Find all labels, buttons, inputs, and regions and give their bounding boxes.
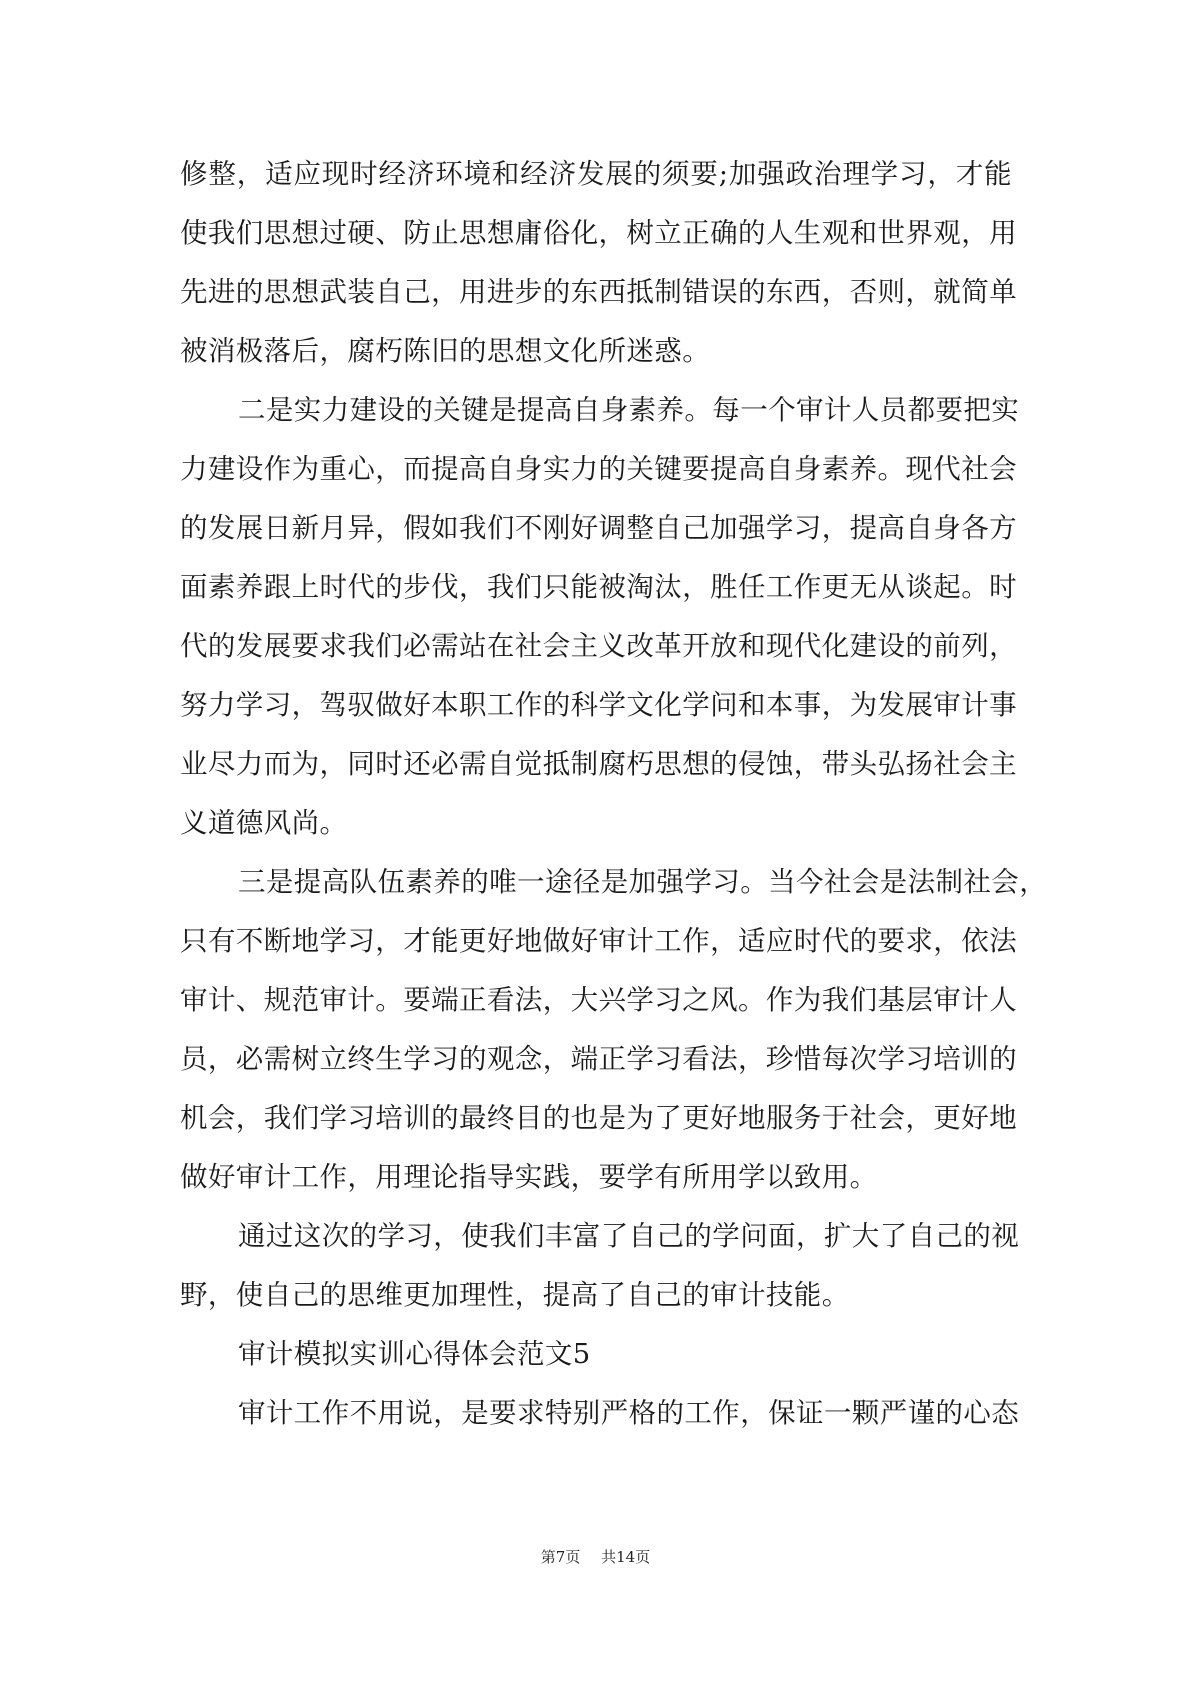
text-line: 三是提高队伍素养的唯一途径是加强学习。当今社会是法制社会， [238, 866, 1048, 898]
text-line: 代的发展要求我们必需站在社会主义改革开放和现代化建设的前列， [180, 630, 1017, 662]
page-footer [0, 1546, 1191, 1567]
text-line: 只有不断地学习，才能更好地做好审计工作，适应时代的要求，依法 [180, 925, 1017, 957]
text-line: 二是实力建设的关键是提高自身素养。每一个审计人员都要把实 [238, 394, 1020, 426]
text-line: 修整，适应现时经济环境和经济发展的须要;加强政治理学习，才能 [180, 158, 1012, 190]
text-line: 通过这次的学习，使我们丰富了自己的学问面，扩大了自己的视 [238, 1220, 1020, 1252]
text-line: 努力学习，驾驭做好本职工作的科学文化学问和本事，为发展审计事 [180, 689, 1017, 721]
document-body [180, 145, 1048, 1443]
text-line: 义道德风尚。 [180, 807, 348, 839]
text-line: 被消极落后，腐朽陈旧的思想文化所迷惑。 [180, 335, 711, 367]
text-line: 做好审计工作，用理论指导实践，要学有所用学以致用。 [180, 1161, 878, 1193]
text-line: 员，必需树立终生学习的观念，端正学习看法，珍惜每次学习培训的 [180, 1043, 1017, 1075]
text-line: 使我们思想过硬、防止思想庸俗化，树立正确的人生观和世界观，用 [180, 217, 1017, 249]
page-total: 共14页 [601, 1548, 651, 1566]
text-line: 先进的思想武装自己，用进步的东西抵制错误的东西，否则，就简单 [180, 276, 1017, 308]
text-line: 审计、规范审计。要端正看法，大兴学习之风。作为我们基层审计人 [180, 984, 1017, 1016]
text-line: 审计工作不用说，是要求特别严格的工作，保证一颗严谨的心态 [238, 1397, 1020, 1429]
text-line: 力建设作为重心，而提高自身实力的关键要提高自身素养。现代社会 [180, 453, 1017, 485]
text-line: 机会，我们学习培训的最终目的也是为了更好地服务于社会，更好地 [180, 1102, 1017, 1134]
page-number: 第7页 [540, 1548, 581, 1566]
text-line: 审计模拟实训心得体会范文5 [238, 1338, 591, 1370]
text-line: 面素养跟上时代的步伐，我们只能被淘汰，胜任工作更无从谈起。时 [180, 571, 1017, 603]
text-line: 的发展日新月异，假如我们不刚好调整自己加强学习，提高自身各方 [180, 512, 1017, 544]
text-line: 业尽力而为，同时还必需自觉抵制腐朽思想的侵蚀，带头弘扬社会主 [180, 748, 1017, 780]
text-line: 野，使自己的思维更加理性，提高了自己的审计技能。 [180, 1279, 850, 1311]
